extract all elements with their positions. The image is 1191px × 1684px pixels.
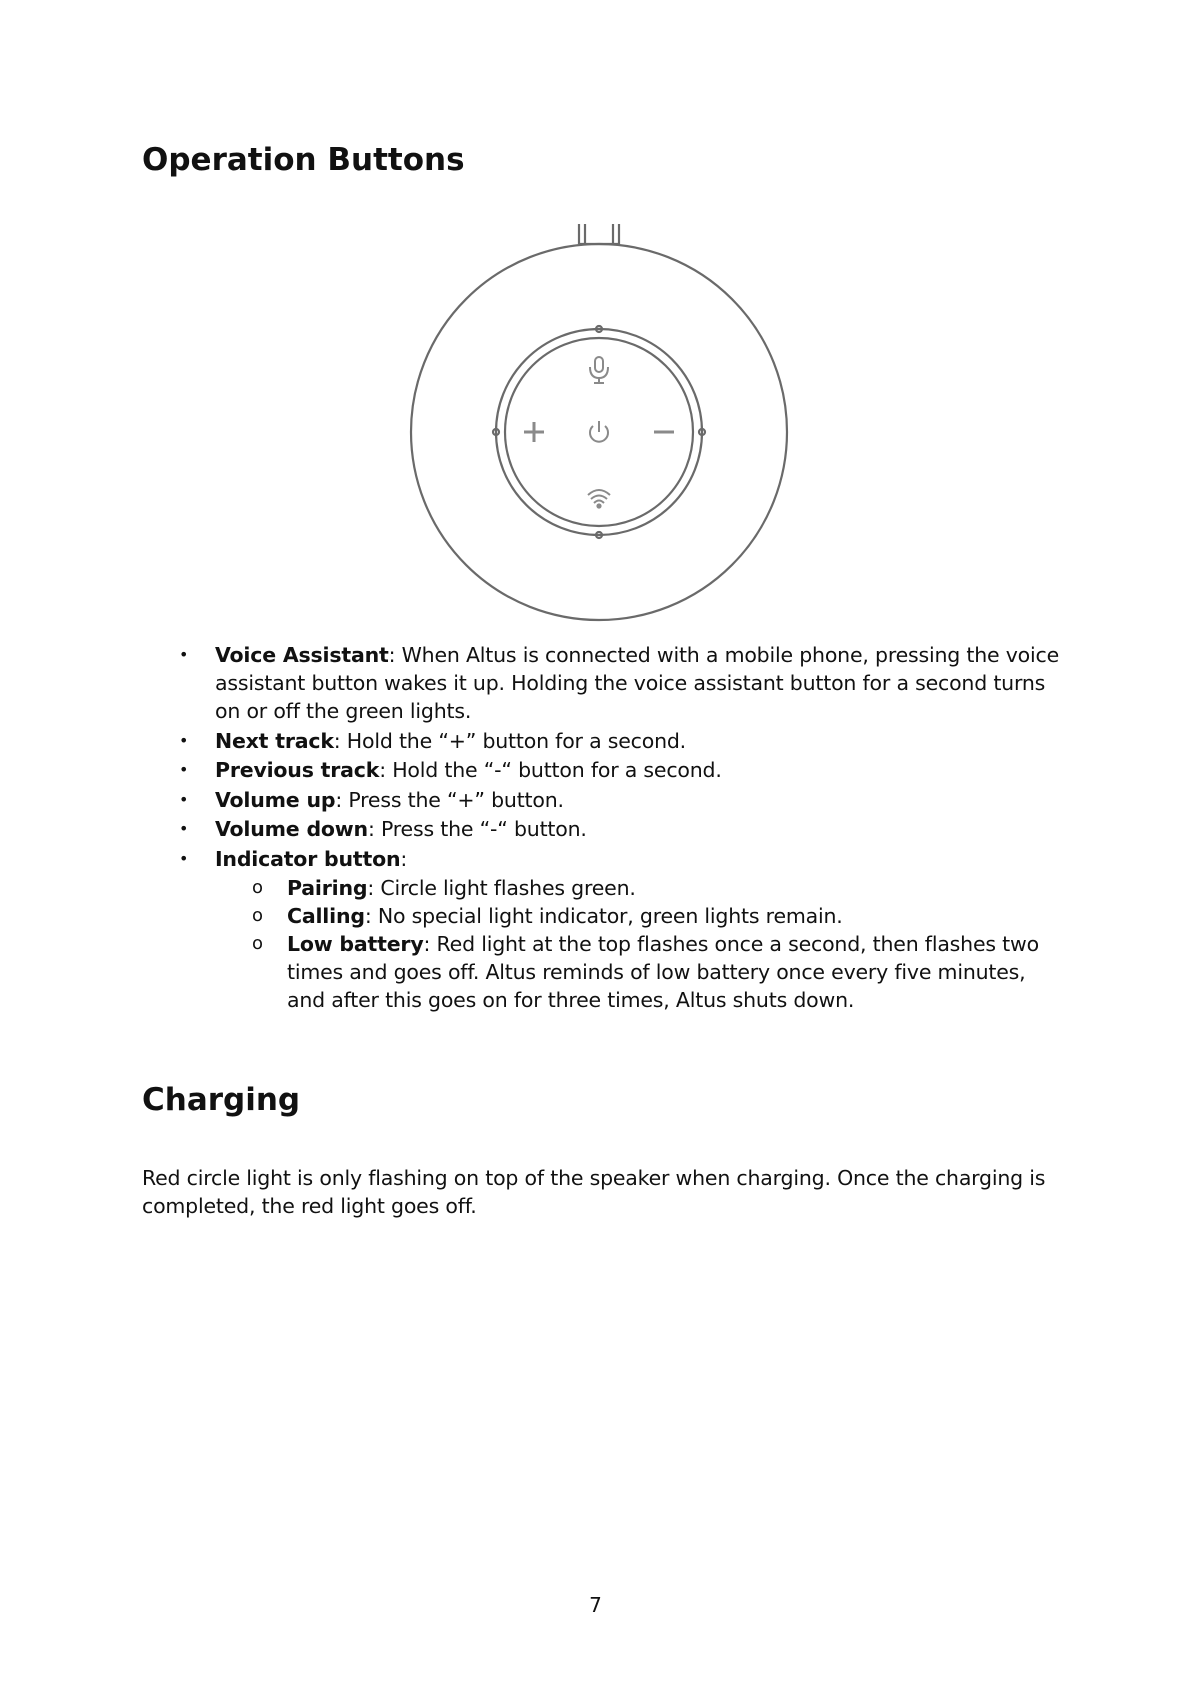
bullet-symbol: • bbox=[179, 760, 189, 779]
bullet-symbol: • bbox=[179, 730, 189, 750]
sub-bullet-symbol: o bbox=[252, 933, 263, 954]
sub-item-term: Low battery bbox=[287, 932, 424, 956]
list-item-voice-assistant bbox=[142, 641, 1062, 725]
list-item-indicator-button bbox=[142, 845, 1062, 873]
sub-item-text: : No special light indicator, green lights remain. bbox=[364, 904, 843, 928]
list-item-previous-track bbox=[142, 756, 1062, 784]
charging-paragraph: Red circle light is only flashing on top of the speaker when charging. Once the charging is completed, the red light goes off. bbox=[142, 1166, 1046, 1218]
sub-item-pairing bbox=[142, 874, 1062, 902]
section-heading-operation-buttons: Operation Buttons bbox=[142, 142, 465, 178]
item-text: : bbox=[400, 846, 408, 871]
item-term: Next track bbox=[215, 728, 334, 753]
sub-item-term: Calling bbox=[287, 904, 365, 928]
item-text: : When Altus is connected with a mobile phone, pressing the voice assistant button wakes it up. Holding the voice assistant button for a second turns on or off the green lights. bbox=[215, 643, 1059, 723]
strap-icon bbox=[579, 224, 619, 244]
list-item-volume-down bbox=[142, 815, 1062, 843]
item-text: : Hold the “+” button for a second. bbox=[333, 728, 686, 753]
wifi-icon bbox=[588, 490, 610, 508]
sub-bullet-symbol: o bbox=[252, 877, 263, 898]
item-term: Volume down bbox=[215, 817, 368, 841]
bullet-symbol: • bbox=[179, 848, 189, 868]
bullet-symbol: • bbox=[179, 645, 189, 664]
list-item-volume-up bbox=[142, 786, 1062, 814]
sub-item-calling bbox=[142, 902, 1062, 930]
page-number: 7 bbox=[589, 1593, 602, 1617]
sub-bullet-symbol: o bbox=[252, 905, 263, 926]
section-heading-charging: Charging bbox=[142, 1082, 301, 1118]
item-term: Volume up bbox=[215, 787, 336, 812]
plus-icon bbox=[524, 422, 544, 442]
item-text: : Hold the “-“ button for a second. bbox=[379, 758, 722, 782]
operation-buttons-list bbox=[142, 641, 1062, 1014]
sub-item-text: : Red light at the top flashes once a second, then flashes two times and goes off. Altus reminds of low battery once every five minutes, and after this goes on for three times, Altus shuts down. bbox=[287, 932, 1039, 1012]
item-term: Voice Assistant bbox=[215, 643, 389, 667]
item-text: : Press the “+” button. bbox=[335, 787, 564, 812]
bullet-symbol: • bbox=[179, 789, 189, 809]
item-term: Previous track bbox=[215, 758, 380, 782]
item-term: Indicator button bbox=[215, 846, 401, 871]
bullet-symbol: • bbox=[179, 819, 189, 838]
microphone-icon bbox=[590, 357, 608, 383]
item-text: : Press the “-“ button. bbox=[367, 817, 587, 841]
speaker-top-diagram bbox=[404, 221, 798, 627]
sub-item-text: : Circle light flashes green. bbox=[367, 876, 636, 900]
list-item-next-track bbox=[142, 727, 1062, 755]
power-icon bbox=[590, 421, 608, 442]
sub-item-term: Pairing bbox=[287, 876, 368, 900]
sub-item-low-battery bbox=[142, 930, 1062, 1014]
